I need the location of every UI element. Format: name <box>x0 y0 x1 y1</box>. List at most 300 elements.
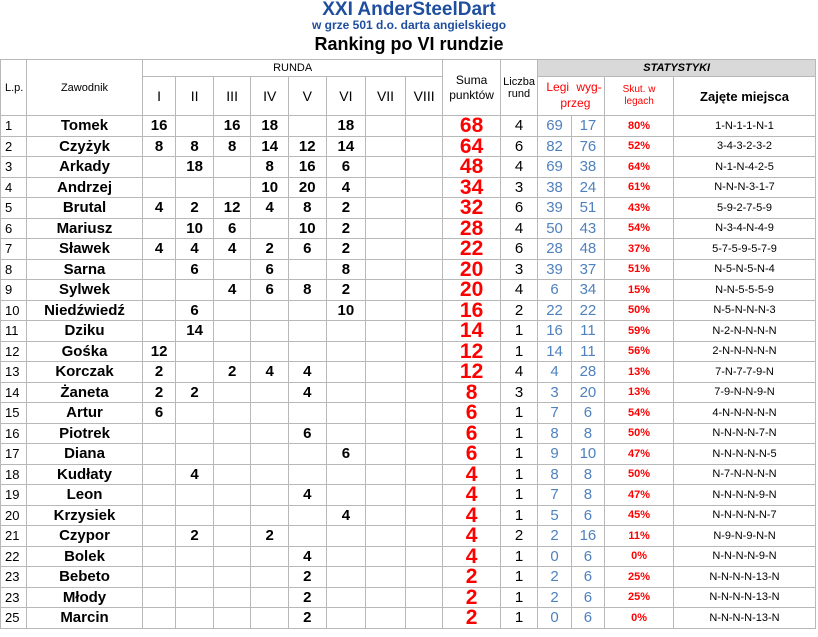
row-player: Leon <box>27 485 143 506</box>
table-row <box>1 423 816 444</box>
table-row <box>1 198 816 219</box>
row-sum: 6 <box>443 403 500 424</box>
row-player: Gośka <box>27 341 143 362</box>
row-sum: 2 <box>443 608 500 629</box>
row-rounds-count: 2 <box>500 300 538 321</box>
row-places: N-N-N-N-9-N <box>673 485 815 506</box>
page-title: XXI AnderSteelDart <box>322 0 496 20</box>
row-rounds-count: 2 <box>500 526 538 547</box>
row-round-4: 8 <box>251 157 289 178</box>
row-round-4 <box>251 505 289 526</box>
row-legs-won: 7 <box>538 485 571 506</box>
row-player: Brutal <box>27 198 143 219</box>
row-places: N-N-N-3-1-7 <box>673 177 815 198</box>
row-sum: 6 <box>443 444 500 465</box>
row-legs-won: 8 <box>538 464 571 485</box>
row-player: Krzysiek <box>27 505 143 526</box>
row-legs-won: 2 <box>538 567 571 588</box>
row-round-2 <box>176 280 214 301</box>
row-places: 2-N-N-N-N-N <box>673 341 815 362</box>
row-rounds-count: 1 <box>500 321 538 342</box>
row-round-8 <box>405 136 443 157</box>
row-round-1 <box>142 321 175 342</box>
row-legs-lost: 38 <box>571 157 604 178</box>
row-round-5 <box>288 403 326 424</box>
row-lp: 20 <box>1 505 27 526</box>
row-legs-won: 69 <box>538 157 571 178</box>
row-efficiency: 15% <box>605 280 674 301</box>
row-legs-won: 39 <box>538 259 571 280</box>
row-player: Korczak <box>27 362 143 383</box>
row-round-8 <box>405 526 443 547</box>
row-lp: 6 <box>1 218 27 239</box>
row-round-3 <box>213 464 251 485</box>
row-efficiency: 52% <box>605 136 674 157</box>
row-sum: 4 <box>443 505 500 526</box>
row-round-8 <box>405 587 443 608</box>
row-legs-lost: 6 <box>571 505 604 526</box>
row-places: 7-9-N-N-9-N <box>673 382 815 403</box>
row-efficiency: 64% <box>605 157 674 178</box>
row-legs-lost: 17 <box>571 116 604 137</box>
row-round-8 <box>405 423 443 444</box>
header-lp: L.p. <box>1 60 27 116</box>
row-player: Mariusz <box>27 218 143 239</box>
row-legs-won: 2 <box>538 587 571 608</box>
header-skut-line2: legach <box>624 96 654 107</box>
row-sum: 68 <box>443 116 500 137</box>
row-round-1 <box>142 526 175 547</box>
row-round-6 <box>326 341 366 362</box>
row-round-4 <box>251 485 289 506</box>
row-round-6 <box>326 587 366 608</box>
row-round-3 <box>213 526 251 547</box>
row-lp: 23 <box>1 567 27 588</box>
row-round-2 <box>176 546 214 567</box>
header-round-3: III <box>213 77 251 116</box>
row-efficiency: 13% <box>605 362 674 383</box>
row-round-6 <box>326 526 366 547</box>
row-legs-lost: 48 <box>571 239 604 260</box>
row-player: Bolek <box>27 546 143 567</box>
row-legs-lost: 8 <box>571 423 604 444</box>
row-round-4 <box>251 423 289 444</box>
row-places: N-2-N-N-N-N <box>673 321 815 342</box>
row-round-3: 4 <box>213 239 251 260</box>
row-round-4 <box>251 567 289 588</box>
row-round-7 <box>366 280 406 301</box>
row-round-1 <box>142 567 175 588</box>
row-round-7 <box>366 341 406 362</box>
row-sum: 16 <box>443 300 500 321</box>
row-lp: 25 <box>1 608 27 629</box>
row-legs-lost: 51 <box>571 198 604 219</box>
row-rounds-count: 4 <box>500 280 538 301</box>
row-places: N-5-N-N-N-3 <box>673 300 815 321</box>
row-efficiency: 25% <box>605 567 674 588</box>
row-round-1 <box>142 546 175 567</box>
header-legs-right-bottom: przeg <box>560 96 591 110</box>
table-row <box>1 362 816 383</box>
row-places: 4-N-N-N-N-N <box>673 403 815 424</box>
row-sum: 14 <box>443 321 500 342</box>
row-round-7 <box>366 116 406 137</box>
header-round-2: II <box>176 77 214 116</box>
row-round-6: 10 <box>326 300 366 321</box>
row-lp: 19 <box>1 485 27 506</box>
row-round-8 <box>405 444 443 465</box>
row-round-7 <box>366 177 406 198</box>
header-rounds-line1: Liczba <box>503 75 535 88</box>
row-round-1 <box>142 259 175 280</box>
row-round-2 <box>176 362 214 383</box>
header-sum-line1: Suma <box>455 72 488 87</box>
row-round-1 <box>142 218 175 239</box>
row-round-7 <box>366 567 406 588</box>
table-row <box>1 505 816 526</box>
row-round-6 <box>326 321 366 342</box>
row-efficiency: 54% <box>605 403 674 424</box>
row-legs-lost: 11 <box>571 321 604 342</box>
row-round-6 <box>326 403 366 424</box>
row-round-2: 2 <box>176 382 214 403</box>
row-round-8 <box>405 546 443 567</box>
row-round-3 <box>213 423 251 444</box>
row-efficiency: 59% <box>605 321 674 342</box>
row-round-1 <box>142 608 175 629</box>
header-round-8: VIII <box>405 77 443 116</box>
row-round-2: 4 <box>176 464 214 485</box>
row-round-7 <box>366 587 406 608</box>
ranking-title: Ranking po VI rundzie <box>314 34 504 54</box>
row-player: Niedźwiedź <box>27 300 143 321</box>
header-round-1: I <box>142 77 175 116</box>
row-places: N-N-N-N-9-N <box>673 546 815 567</box>
row-legs-lost: 11 <box>571 341 604 362</box>
row-round-5 <box>288 505 326 526</box>
header-sum-line2: punktów <box>449 87 494 102</box>
row-round-2: 2 <box>176 198 214 219</box>
row-efficiency: 43% <box>605 198 674 219</box>
row-round-3 <box>213 341 251 362</box>
row-round-3 <box>213 587 251 608</box>
table-row <box>1 177 816 198</box>
row-round-4 <box>251 403 289 424</box>
row-round-7 <box>366 608 406 629</box>
row-round-8 <box>405 198 443 219</box>
row-places: N-3-4-N-4-9 <box>673 218 815 239</box>
row-round-3: 4 <box>213 280 251 301</box>
row-efficiency: 37% <box>605 239 674 260</box>
row-places: N-5-N-5-N-4 <box>673 259 815 280</box>
row-round-5: 12 <box>288 136 326 157</box>
row-places: N-N-N-N-13-N <box>673 608 815 629</box>
row-legs-lost: 20 <box>571 382 604 403</box>
row-legs-won: 6 <box>538 280 571 301</box>
row-player: Marcin <box>27 608 143 629</box>
row-round-3 <box>213 567 251 588</box>
row-round-1: 12 <box>142 341 175 362</box>
row-round-3 <box>213 444 251 465</box>
row-sum: 20 <box>443 280 500 301</box>
row-legs-won: 50 <box>538 218 571 239</box>
row-round-3 <box>213 546 251 567</box>
row-round-1 <box>142 157 175 178</box>
row-rounds-count: 6 <box>500 198 538 219</box>
row-round-1: 8 <box>142 136 175 157</box>
row-round-5: 20 <box>288 177 326 198</box>
page-subtitle: w grze 501 d.o. darta angielskiego <box>311 18 507 32</box>
row-player: Sarna <box>27 259 143 280</box>
table-row <box>1 116 816 137</box>
row-round-5: 6 <box>288 239 326 260</box>
table-row <box>1 403 816 424</box>
row-legs-won: 9 <box>538 444 571 465</box>
header-sum <box>443 60 500 116</box>
row-round-7 <box>366 218 406 239</box>
row-round-1 <box>142 444 175 465</box>
row-places: N-9-N-9-N-N <box>673 526 815 547</box>
row-sum: 32 <box>443 198 500 219</box>
row-sum: 20 <box>443 259 500 280</box>
row-round-5 <box>288 116 326 137</box>
row-round-7 <box>366 526 406 547</box>
table-row <box>1 587 816 608</box>
row-places: 7-N-7-7-9-N <box>673 362 815 383</box>
row-round-7 <box>366 362 406 383</box>
row-legs-won: 82 <box>538 136 571 157</box>
row-rounds-count: 1 <box>500 464 538 485</box>
row-round-4 <box>251 546 289 567</box>
row-round-7 <box>366 259 406 280</box>
row-legs-won: 2 <box>538 526 571 547</box>
row-round-3: 8 <box>213 136 251 157</box>
row-rounds-count: 1 <box>500 485 538 506</box>
row-legs-won: 4 <box>538 362 571 383</box>
row-efficiency: 50% <box>605 300 674 321</box>
row-round-7 <box>366 300 406 321</box>
table-row <box>1 546 816 567</box>
row-round-5: 8 <box>288 198 326 219</box>
row-legs-won: 5 <box>538 505 571 526</box>
row-round-3 <box>213 259 251 280</box>
row-round-8 <box>405 239 443 260</box>
row-efficiency: 45% <box>605 505 674 526</box>
table-row <box>1 280 816 301</box>
header-runda: RUNDA <box>142 60 442 77</box>
row-rounds-count: 4 <box>500 362 538 383</box>
row-places: N-N-N-N-7-N <box>673 423 815 444</box>
table-row <box>1 136 816 157</box>
row-round-1 <box>142 485 175 506</box>
row-round-2 <box>176 587 214 608</box>
row-round-2 <box>176 403 214 424</box>
row-round-8 <box>405 259 443 280</box>
row-legs-won: 14 <box>538 341 571 362</box>
row-places: 5-7-5-9-5-7-9 <box>673 239 815 260</box>
header-round-4: IV <box>251 77 289 116</box>
row-round-7 <box>366 239 406 260</box>
row-round-7 <box>366 505 406 526</box>
row-sum: 12 <box>443 341 500 362</box>
row-sum: 64 <box>443 136 500 157</box>
row-round-7 <box>366 423 406 444</box>
row-round-4: 4 <box>251 362 289 383</box>
row-legs-won: 38 <box>538 177 571 198</box>
row-round-6 <box>326 382 366 403</box>
row-rounds-count: 1 <box>500 608 538 629</box>
row-lp: 16 <box>1 423 27 444</box>
row-places: N-N-N-N-N-5 <box>673 444 815 465</box>
table-row <box>1 218 816 239</box>
row-rounds-count: 1 <box>500 587 538 608</box>
row-sum: 34 <box>443 177 500 198</box>
row-round-3: 16 <box>213 116 251 137</box>
row-lp: 9 <box>1 280 27 301</box>
header-skut <box>605 77 674 116</box>
row-rounds-count: 1 <box>500 341 538 362</box>
row-round-7 <box>366 403 406 424</box>
row-sum: 4 <box>443 485 500 506</box>
row-player: Żaneta <box>27 382 143 403</box>
table-row <box>1 526 816 547</box>
row-efficiency: 11% <box>605 526 674 547</box>
row-legs-lost: 8 <box>571 485 604 506</box>
row-rounds-count: 3 <box>500 177 538 198</box>
row-lp: 3 <box>1 157 27 178</box>
row-round-7 <box>366 157 406 178</box>
row-round-6 <box>326 362 366 383</box>
row-lp: 5 <box>1 198 27 219</box>
row-round-3 <box>213 300 251 321</box>
row-round-1: 16 <box>142 116 175 137</box>
row-round-4 <box>251 382 289 403</box>
row-round-4: 4 <box>251 198 289 219</box>
row-player: Czyżyk <box>27 136 143 157</box>
row-round-1: 2 <box>142 382 175 403</box>
row-efficiency: 13% <box>605 382 674 403</box>
row-legs-won: 39 <box>538 198 571 219</box>
row-round-5: 2 <box>288 608 326 629</box>
row-round-8 <box>405 341 443 362</box>
row-round-2: 4 <box>176 239 214 260</box>
row-round-3 <box>213 403 251 424</box>
row-rounds-count: 1 <box>500 423 538 444</box>
header-round-7: VII <box>366 77 406 116</box>
row-round-5: 4 <box>288 485 326 506</box>
table-row <box>1 464 816 485</box>
header-rounds-line2: rund <box>508 87 531 100</box>
row-round-5: 10 <box>288 218 326 239</box>
row-round-4 <box>251 321 289 342</box>
row-round-6: 14 <box>326 136 366 157</box>
row-efficiency: 0% <box>605 546 674 567</box>
row-round-4 <box>251 464 289 485</box>
row-round-2: 18 <box>176 157 214 178</box>
row-legs-lost: 6 <box>571 587 604 608</box>
row-legs-won: 22 <box>538 300 571 321</box>
row-round-2: 8 <box>176 136 214 157</box>
row-sum: 2 <box>443 587 500 608</box>
row-legs-lost: 43 <box>571 218 604 239</box>
row-efficiency: 0% <box>605 608 674 629</box>
row-round-3 <box>213 485 251 506</box>
row-round-2 <box>176 485 214 506</box>
row-round-5: 2 <box>288 587 326 608</box>
row-sum: 4 <box>443 546 500 567</box>
row-round-7 <box>366 198 406 219</box>
row-round-7 <box>366 546 406 567</box>
row-round-6 <box>326 485 366 506</box>
row-player: Diana <box>27 444 143 465</box>
table-row <box>1 382 816 403</box>
row-legs-lost: 24 <box>571 177 604 198</box>
row-round-2 <box>176 177 214 198</box>
row-places: N-1-N-4-2-5 <box>673 157 815 178</box>
row-rounds-count: 4 <box>500 218 538 239</box>
row-player: Arkady <box>27 157 143 178</box>
row-lp: 13 <box>1 362 27 383</box>
row-efficiency: 56% <box>605 341 674 362</box>
row-round-8 <box>405 403 443 424</box>
row-lp: 8 <box>1 259 27 280</box>
row-legs-lost: 6 <box>571 567 604 588</box>
row-round-1 <box>142 300 175 321</box>
row-round-4: 2 <box>251 526 289 547</box>
row-round-4: 18 <box>251 116 289 137</box>
row-round-1: 4 <box>142 198 175 219</box>
row-round-6 <box>326 464 366 485</box>
table-row <box>1 444 816 465</box>
header-rounds-count <box>500 60 538 116</box>
row-places: N-N-N-N-13-N <box>673 567 815 588</box>
row-legs-lost: 37 <box>571 259 604 280</box>
row-places: 3-4-3-2-3-2 <box>673 136 815 157</box>
row-round-5 <box>288 464 326 485</box>
row-round-1 <box>142 505 175 526</box>
header-places: Zajęte miejsca <box>673 77 815 116</box>
row-round-5 <box>288 341 326 362</box>
row-rounds-count: 1 <box>500 546 538 567</box>
row-rounds-count: 6 <box>500 239 538 260</box>
row-round-3 <box>213 505 251 526</box>
row-lp: 14 <box>1 382 27 403</box>
row-rounds-count: 4 <box>500 157 538 178</box>
row-lp: 21 <box>1 526 27 547</box>
row-round-6 <box>326 546 366 567</box>
row-legs-lost: 6 <box>571 403 604 424</box>
row-round-1 <box>142 280 175 301</box>
row-places: 1-N-1-1-N-1 <box>673 116 815 137</box>
row-round-8 <box>405 177 443 198</box>
row-round-2: 6 <box>176 259 214 280</box>
row-round-4 <box>251 587 289 608</box>
header-skut-line1: Skut. w <box>622 84 656 95</box>
row-round-2 <box>176 505 214 526</box>
row-round-2: 14 <box>176 321 214 342</box>
row-round-2 <box>176 567 214 588</box>
table-row <box>1 608 816 629</box>
row-round-5: 4 <box>288 382 326 403</box>
row-lp: 4 <box>1 177 27 198</box>
row-round-4 <box>251 300 289 321</box>
row-round-8 <box>405 505 443 526</box>
row-round-3: 12 <box>213 198 251 219</box>
row-sum: 4 <box>443 526 500 547</box>
row-player: Kudłaty <box>27 464 143 485</box>
row-sum: 12 <box>443 362 500 383</box>
row-round-8 <box>405 116 443 137</box>
